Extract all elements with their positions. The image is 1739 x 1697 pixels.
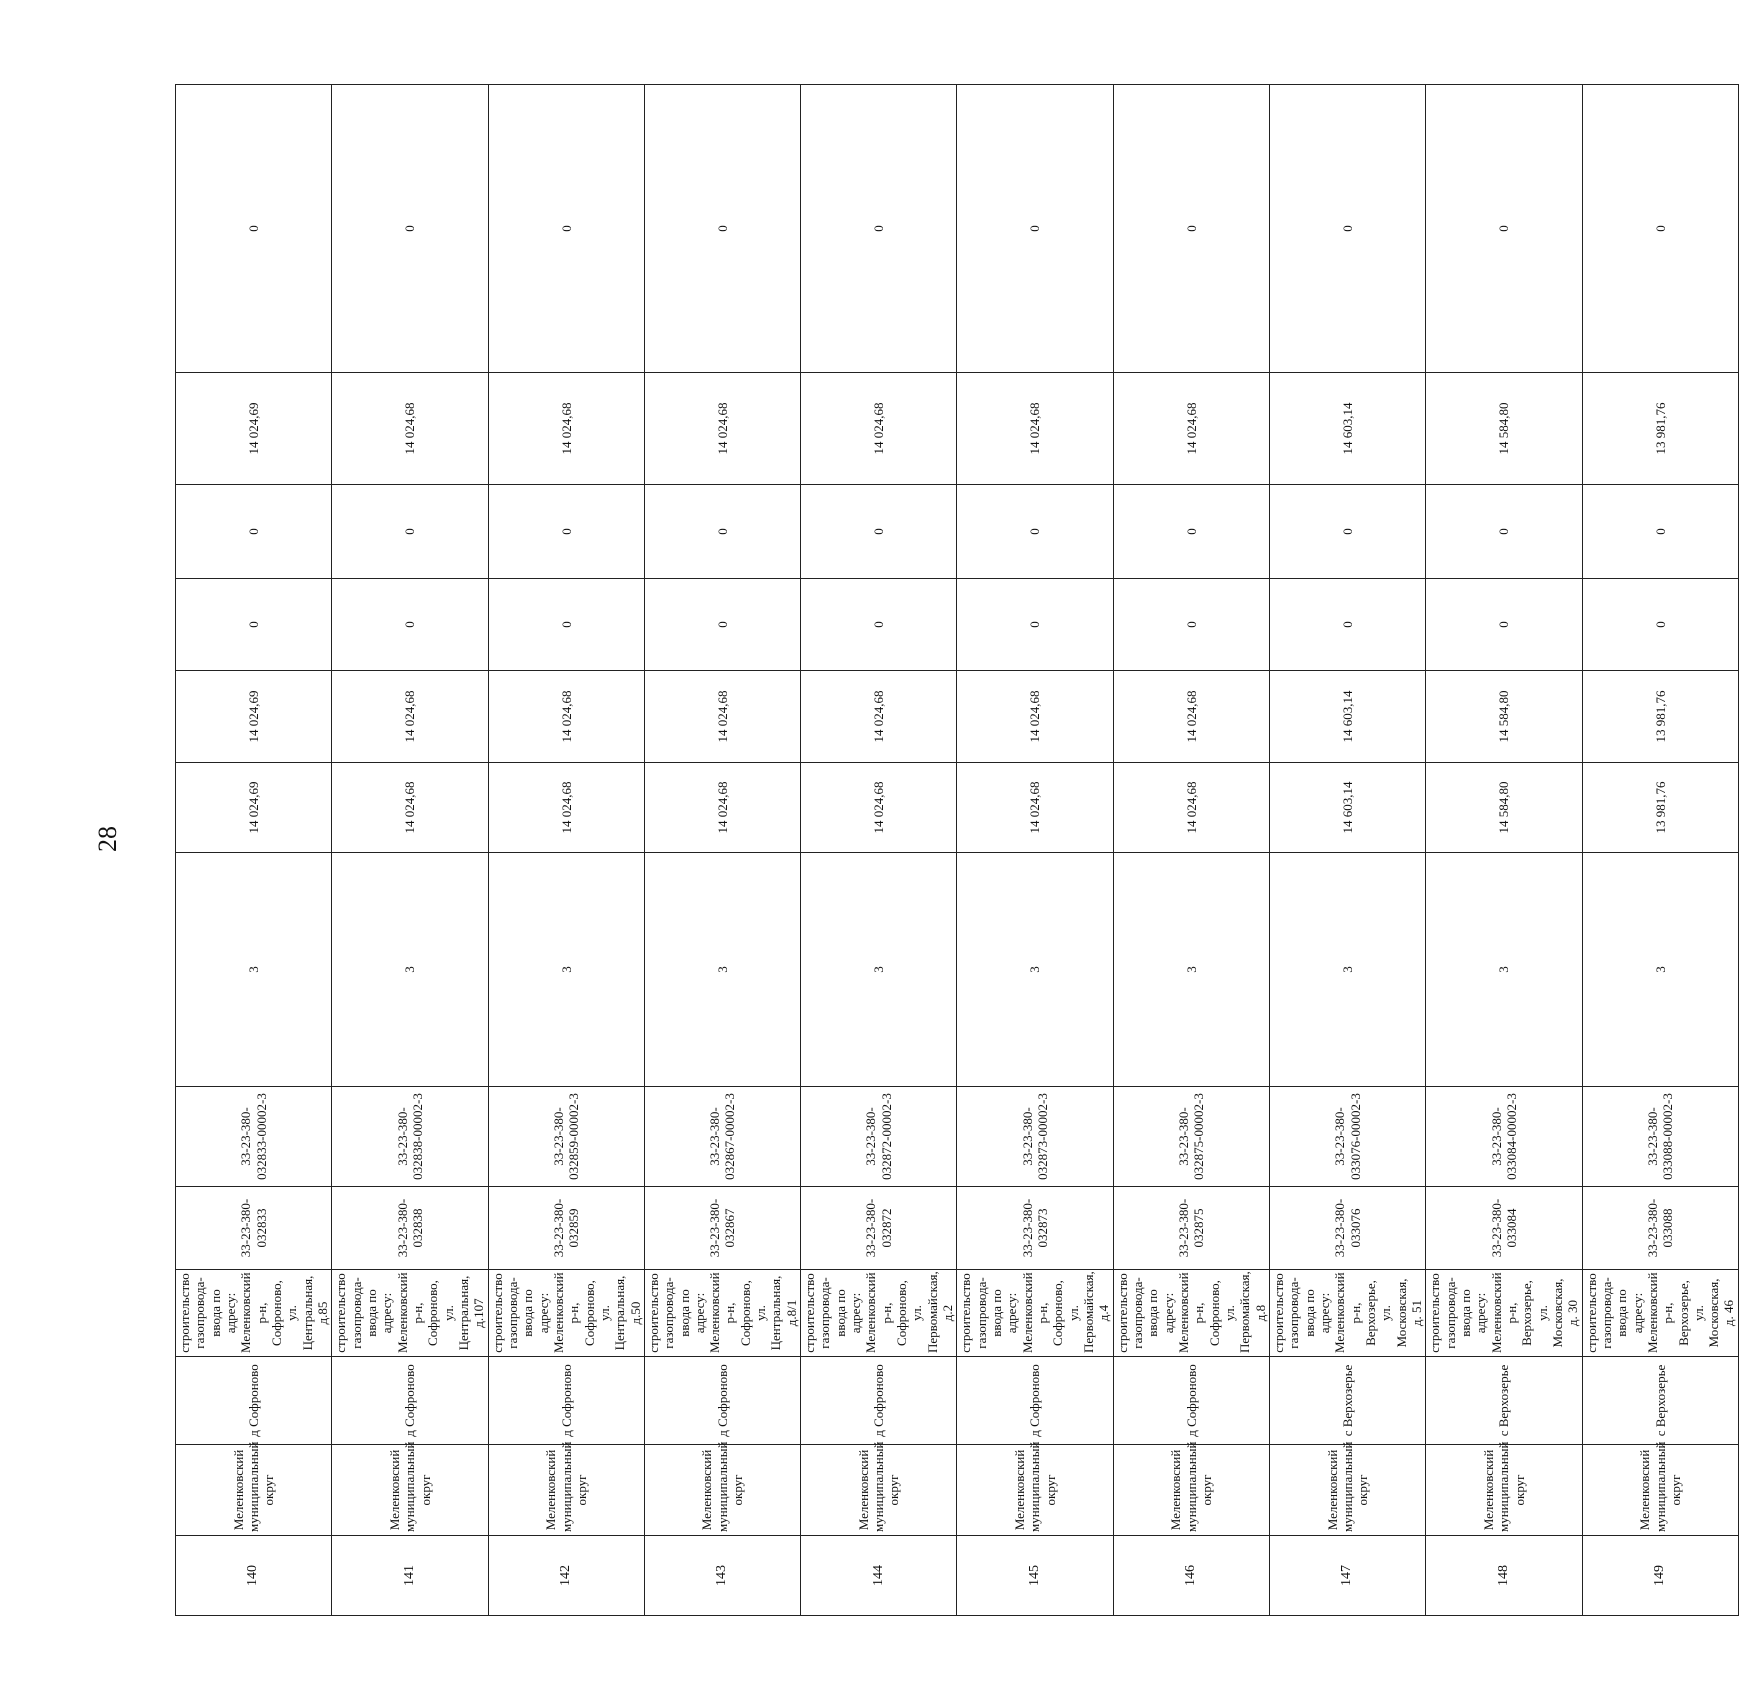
value-1-cell: 14 024,68: [1113, 763, 1269, 853]
municipality-cell: Меленковский муниципальный округ: [332, 1445, 488, 1536]
value-6-cell: 0: [1426, 85, 1582, 373]
row-number: 141: [332, 1536, 488, 1616]
category-cell: 3: [1582, 853, 1738, 1087]
value-6-cell: 0: [176, 85, 332, 373]
value-5-cell: 14 603,14: [1269, 373, 1425, 485]
value-3-cell: 0: [1426, 579, 1582, 671]
table-row: [644, 85, 800, 1616]
registry-code: 33-23-380-032872-00002-3: [801, 1087, 957, 1187]
value-4-cell: 0: [332, 485, 488, 579]
value-2-cell: 14 024,68: [332, 671, 488, 763]
value-5-cell: 14 024,69: [176, 373, 332, 485]
row-number: 147: [1269, 1536, 1425, 1616]
category-cell: 3: [801, 853, 957, 1087]
row-number: 148: [1426, 1536, 1582, 1616]
registry-code: 33-23-380-033084-00002-3: [1426, 1087, 1582, 1187]
municipality-cell: Меленковский муниципальный округ: [957, 1445, 1113, 1536]
object-code: 33-23-380-033084: [1426, 1187, 1582, 1270]
value-4-cell: 0: [644, 485, 800, 579]
object-description: строительство газопровода-ввода по адресу: Меленковский р-н, Софроново, ул. Первомайская, д.2: [801, 1270, 957, 1357]
category-cell: 3: [1113, 853, 1269, 1087]
object-description: строительство газопровода-ввода по адресу: Меленковский р-н, Софроново, ул. Первомайская, д.8: [1113, 1270, 1269, 1357]
object-code: 33-23-380-033088: [1582, 1187, 1738, 1270]
table-row: [957, 85, 1113, 1616]
object-code: 33-23-380-032873: [957, 1187, 1113, 1270]
table-row: [1269, 85, 1425, 1616]
table-row: [332, 85, 488, 1616]
object-code: 33-23-380-032859: [488, 1187, 644, 1270]
value-2-cell: 14 603,14: [1269, 671, 1425, 763]
value-3-cell: 0: [801, 579, 957, 671]
object-code: 33-23-380-032875: [1113, 1187, 1269, 1270]
municipality-cell: Меленковский муниципальный округ: [644, 1445, 800, 1536]
value-6-cell: 0: [1113, 85, 1269, 373]
municipality-cell: Меленковский муниципальный округ: [1426, 1445, 1582, 1536]
object-description: строительство газопровода-ввода по адресу: Меленковский р-н, Софроново, ул. Первомайская, д.4: [957, 1270, 1113, 1357]
value-2-cell: 13 981,76: [1582, 671, 1738, 763]
value-1-cell: 14 024,68: [644, 763, 800, 853]
registry-code: 33-23-380-032833-00002-3: [176, 1087, 332, 1187]
value-2-cell: 14 024,68: [488, 671, 644, 763]
object-description: строительство газопровода-ввода по адресу: Меленковский р-н, Софроново, ул. Центральная, д.107: [332, 1270, 488, 1357]
value-2-cell: 14 584,80: [1426, 671, 1582, 763]
value-3-cell: 0: [644, 579, 800, 671]
locality-cell: д Софроново: [176, 1357, 332, 1445]
locality-cell: с Верхозерье: [1582, 1357, 1738, 1445]
locality-cell: д Софроново: [1113, 1357, 1269, 1445]
registry-code: 33-23-380-032875-00002-3: [1113, 1087, 1269, 1187]
value-6-cell: 0: [488, 85, 644, 373]
value-6-cell: 0: [1269, 85, 1425, 373]
value-3-cell: 0: [332, 579, 488, 671]
object-description: строительство газопровода-ввода по адресу: Меленковский р-н, Верхозерье, ул. Московская, д. 46: [1582, 1270, 1738, 1357]
row-number: 146: [1113, 1536, 1269, 1616]
value-5-cell: 13 981,76: [1582, 373, 1738, 485]
value-4-cell: 0: [1426, 485, 1582, 579]
value-1-cell: 14 024,68: [957, 763, 1113, 853]
registry-code: 33-23-380-033076-00002-3: [1269, 1087, 1425, 1187]
locality-cell: с Верхозерье: [1269, 1357, 1425, 1445]
row-number: 142: [488, 1536, 644, 1616]
row-number: 143: [644, 1536, 800, 1616]
table-row: [1113, 85, 1269, 1616]
value-5-cell: 14 584,80: [1426, 373, 1582, 485]
value-4-cell: 0: [957, 485, 1113, 579]
value-2-cell: 14 024,68: [644, 671, 800, 763]
locality-cell: д Софроново: [488, 1357, 644, 1445]
municipality-cell: Меленковский муниципальный округ: [801, 1445, 957, 1536]
municipality-cell: Меленковский муниципальный округ: [1582, 1445, 1738, 1536]
value-5-cell: 14 024,68: [1113, 373, 1269, 485]
value-1-cell: 14 024,68: [332, 763, 488, 853]
category-cell: 3: [644, 853, 800, 1087]
locality-cell: с Верхозерье: [1426, 1357, 1582, 1445]
value-1-cell: 14 024,68: [488, 763, 644, 853]
registry-code: 33-23-380-032867-00002-3: [644, 1087, 800, 1187]
object-code: 33-23-380-032833: [176, 1187, 332, 1270]
locality-cell: д Софроново: [644, 1357, 800, 1445]
municipality-cell: Меленковский муниципальный округ: [1269, 1445, 1425, 1536]
registry-code: 33-23-380-032838-00002-3: [332, 1087, 488, 1187]
row-number: 144: [801, 1536, 957, 1616]
category-cell: 3: [488, 853, 644, 1087]
value-3-cell: 0: [1113, 579, 1269, 671]
value-1-cell: 14 024,68: [801, 763, 957, 853]
value-5-cell: 14 024,68: [957, 373, 1113, 485]
value-4-cell: 0: [1113, 485, 1269, 579]
data-table: [175, 84, 1739, 1616]
category-cell: 3: [332, 853, 488, 1087]
object-code: 33-23-380-032867: [644, 1187, 800, 1270]
value-4-cell: 0: [1582, 485, 1738, 579]
value-2-cell: 14 024,68: [957, 671, 1113, 763]
value-3-cell: 0: [1269, 579, 1425, 671]
value-6-cell: 0: [957, 85, 1113, 373]
object-code: 33-23-380-033076: [1269, 1187, 1425, 1270]
object-description: строительство газопровода-ввода по адресу: Меленковский р-н, Софроново, ул. Центральная, д.50: [488, 1270, 644, 1357]
value-4-cell: 0: [801, 485, 957, 579]
value-5-cell: 14 024,68: [332, 373, 488, 485]
value-3-cell: 0: [957, 579, 1113, 671]
object-description: строительство газопровода-ввода по адресу: Меленковский р-н, Верхозерье, ул. Московская, д. 30: [1426, 1270, 1582, 1357]
municipality-cell: Меленковский муниципальный округ: [488, 1445, 644, 1536]
table-row: [1426, 85, 1582, 1616]
table-row: [488, 85, 644, 1616]
table-row: [1582, 85, 1738, 1616]
value-6-cell: 0: [1582, 85, 1738, 373]
registry-code: 33-23-380-033088-00002-3: [1582, 1087, 1738, 1187]
value-6-cell: 0: [801, 85, 957, 373]
row-number: 145: [957, 1536, 1113, 1616]
value-3-cell: 0: [488, 579, 644, 671]
row-number: 140: [176, 1536, 332, 1616]
category-cell: 3: [1269, 853, 1425, 1087]
value-2-cell: 14 024,68: [801, 671, 957, 763]
value-3-cell: 0: [176, 579, 332, 671]
row-number: 149: [1582, 1536, 1738, 1616]
value-4-cell: 0: [488, 485, 644, 579]
value-2-cell: 14 024,68: [1113, 671, 1269, 763]
object-description: строительство газопровода-ввода по адресу: Меленковский р-н, Софроново, ул. Центральная, д.85: [176, 1270, 332, 1357]
value-6-cell: 0: [332, 85, 488, 373]
value-5-cell: 14 024,68: [644, 373, 800, 485]
value-2-cell: 14 024,69: [176, 671, 332, 763]
value-1-cell: 14 584,80: [1426, 763, 1582, 853]
object-description: строительство газопровода-ввода по адресу: Меленковский р-н, Верхозерье, ул. Московская, д. 51: [1269, 1270, 1425, 1357]
value-5-cell: 14 024,68: [801, 373, 957, 485]
municipality-cell: Меленковский муниципальный округ: [176, 1445, 332, 1536]
value-1-cell: 14 024,69: [176, 763, 332, 853]
object-code: 33-23-380-032872: [801, 1187, 957, 1270]
value-6-cell: 0: [644, 85, 800, 373]
locality-cell: д Софроново: [957, 1357, 1113, 1445]
object-description: строительство газопровода-ввода по адресу: Меленковский р-н, Софроново, ул. Центральная, д.8/1: [644, 1270, 800, 1357]
value-4-cell: 0: [1269, 485, 1425, 579]
table-row: [801, 85, 957, 1616]
value-1-cell: 14 603,14: [1269, 763, 1425, 853]
page-number: 28: [93, 826, 122, 852]
value-5-cell: 14 024,68: [488, 373, 644, 485]
value-3-cell: 0: [1582, 579, 1738, 671]
value-1-cell: 13 981,76: [1582, 763, 1738, 853]
locality-cell: д Софроново: [332, 1357, 488, 1445]
registry-code: 33-23-380-032859-00002-3: [488, 1087, 644, 1187]
object-code: 33-23-380-032838: [332, 1187, 488, 1270]
value-4-cell: 0: [176, 485, 332, 579]
table-row: [176, 85, 332, 1616]
registry-code: 33-23-380-032873-00002-3: [957, 1087, 1113, 1187]
category-cell: 3: [957, 853, 1113, 1087]
category-cell: 3: [1426, 853, 1582, 1087]
locality-cell: д Софроново: [801, 1357, 957, 1445]
category-cell: 3: [176, 853, 332, 1087]
municipality-cell: Меленковский муниципальный округ: [1113, 1445, 1269, 1536]
